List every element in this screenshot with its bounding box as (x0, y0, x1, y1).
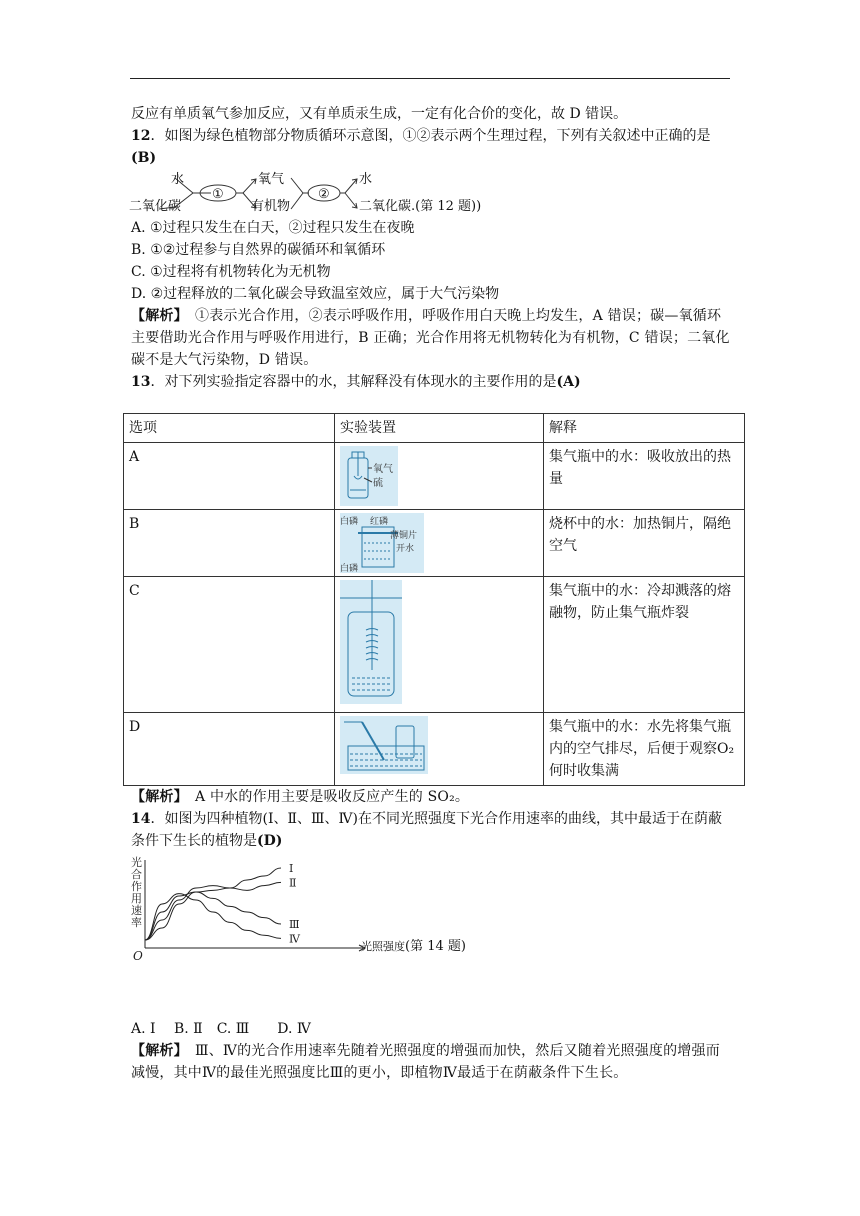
row-apparatus (335, 577, 544, 713)
row-option: C (124, 577, 335, 713)
row-explanation: 集气瓶中的水：冷却溅落的熔融物，防止集气瓶炸裂 (544, 577, 745, 713)
y-axis-label: 光合作用速率 (131, 856, 142, 929)
series-label-3: Ⅲ (289, 918, 300, 931)
header-rule (130, 78, 730, 79)
header-option: 选项 (124, 414, 335, 443)
label-white-phosphorus-top: 白磷 (340, 517, 359, 527)
row-option: D (124, 713, 335, 786)
series-label-4: Ⅳ (289, 932, 300, 946)
question-13-analysis: 【解析】 A 中水的作用主要是吸收反应产生的 SO₂。 (131, 789, 470, 805)
question-14-options: A. Ⅰ B. Ⅱ C. Ⅲ D. Ⅳ (131, 1021, 311, 1037)
table-row (124, 510, 745, 577)
label-oxygen: 氧气 (373, 464, 393, 475)
chart-caption: (第 14 题) (405, 939, 466, 954)
series-group (145, 862, 301, 945)
sulfur-combustion-figure (340, 446, 398, 506)
water-in-label: 水 (171, 172, 185, 187)
question-number: 13 (131, 374, 151, 390)
table-header-row (124, 414, 745, 443)
question-answer: (B) (131, 150, 157, 166)
option-d: D. ②过程释放的二氧化碳会导致温室效应，属于大气污染物 (131, 286, 500, 302)
label-copper-sheet: 薄铜片 (390, 531, 418, 541)
question-answer: (D) (257, 833, 283, 849)
process-1-label: ① (212, 187, 224, 202)
question-number: 14 (131, 811, 151, 827)
question-12-stem: 12．如图为绿色植物部分物质循环示意图，①②表示两个生理过程，下列有关叙述中正确的是(B) (131, 128, 711, 166)
label-white-phosphorus-bottom: 白磷 (340, 564, 359, 573)
photosynthesis-chart (131, 852, 731, 964)
oxygen-label: 氧气 (258, 172, 285, 187)
row-apparatus (335, 510, 544, 577)
origin-label: O (133, 949, 143, 963)
co2-in-label: 二氧化碳 (129, 199, 182, 214)
row-option: B (124, 510, 335, 577)
gas-collection-figure (340, 716, 428, 774)
option-b: B. ①②过程参与自然界的碳循环和氧循环 (131, 242, 386, 258)
previous-answer-tail: 反应有单质氧气参加反应，又有单质汞生成，一定有化合价的变化，故 D 错误。 (131, 106, 628, 122)
co2-out-label: 二氧化碳.(第 12 题)) (359, 199, 482, 214)
experiment-table (123, 413, 745, 786)
analysis-label: 【解析】 (131, 789, 181, 805)
question-answer: (A) (556, 374, 581, 390)
header-explanation: 解释 (544, 414, 745, 443)
analysis-label: 【解析】 (131, 308, 181, 324)
table-row (124, 577, 745, 713)
row-apparatus (335, 713, 544, 786)
header-apparatus: 实验装置 (335, 414, 544, 443)
row-explanation: 集气瓶中的水：水先将集气瓶内的空气排尽，后便于观察O₂何时收集满 (544, 713, 745, 786)
question-13-stem: 13．对下列实验指定容器中的水，其解释没有体现水的主要作用的是(A) (131, 374, 581, 390)
series-line-1 (145, 868, 281, 940)
matter-cycle-diagram (131, 171, 731, 215)
label-red-phosphorus: 红磷 (370, 517, 389, 527)
label-boiling-water: 开水 (396, 544, 415, 554)
question-12-analysis: 【解析】 ①表示光合作用，②表示呼吸作用，呼吸作用白天晚上均发生，A 错误；碳—氧循环主要借助光合作用与呼吸作用进行，B 正确；光合作用将无机物转化为有机物，C 错误；二氧化碳不是大气污染物，D 错误。 (131, 308, 730, 368)
option-a: A. ①过程只发生在白天，②过程只发生在夜晚 (131, 220, 415, 236)
organic-matter-label: 有机物 (251, 199, 291, 214)
process-2-label: ② (318, 187, 330, 202)
chart-caption-wrap (361, 936, 466, 958)
chart-svg (129, 856, 369, 964)
row-option: A (124, 443, 335, 510)
x-axis-label: 光照强度 (361, 940, 405, 953)
analysis-label: 【解析】 (131, 1043, 181, 1059)
question-number: 12 (131, 128, 151, 144)
table-row (124, 443, 745, 510)
row-explanation: 集气瓶中的水：吸收放出的热量 (544, 443, 745, 510)
iron-combustion-figure (340, 580, 402, 704)
water-out-label: 水 (359, 172, 373, 187)
series-label-2: Ⅱ (289, 876, 297, 890)
question-14-analysis: 【解析】 Ⅲ、Ⅳ的光合作用速率先随着光照强度的增强而加快，然后又随着光照强度的增强而减慢，其中Ⅳ的最佳光照强度比Ⅲ的更小，即植物Ⅳ最适于在荫蔽条件下生长。 (131, 1043, 720, 1081)
option-c: C. ①过程将有机物转化为无机物 (131, 264, 331, 280)
row-explanation: 烧杯中的水：加热铜片，隔绝空气 (544, 510, 745, 577)
table-row (124, 713, 745, 786)
row-apparatus (335, 443, 544, 510)
series-line-3 (145, 892, 281, 940)
phosphorus-combustion-figure (340, 513, 424, 573)
series-label-1: Ⅰ (289, 862, 294, 875)
document-page (129, 103, 735, 1084)
label-sulfur: 硫 (373, 478, 383, 489)
question-14-stem: 14．如图为四种植物(Ⅰ、Ⅱ、Ⅲ、Ⅳ)在不同光照强度下光合作用速率的曲线，其中最适于在荫蔽条件下生长的植物是(D) (131, 811, 722, 849)
